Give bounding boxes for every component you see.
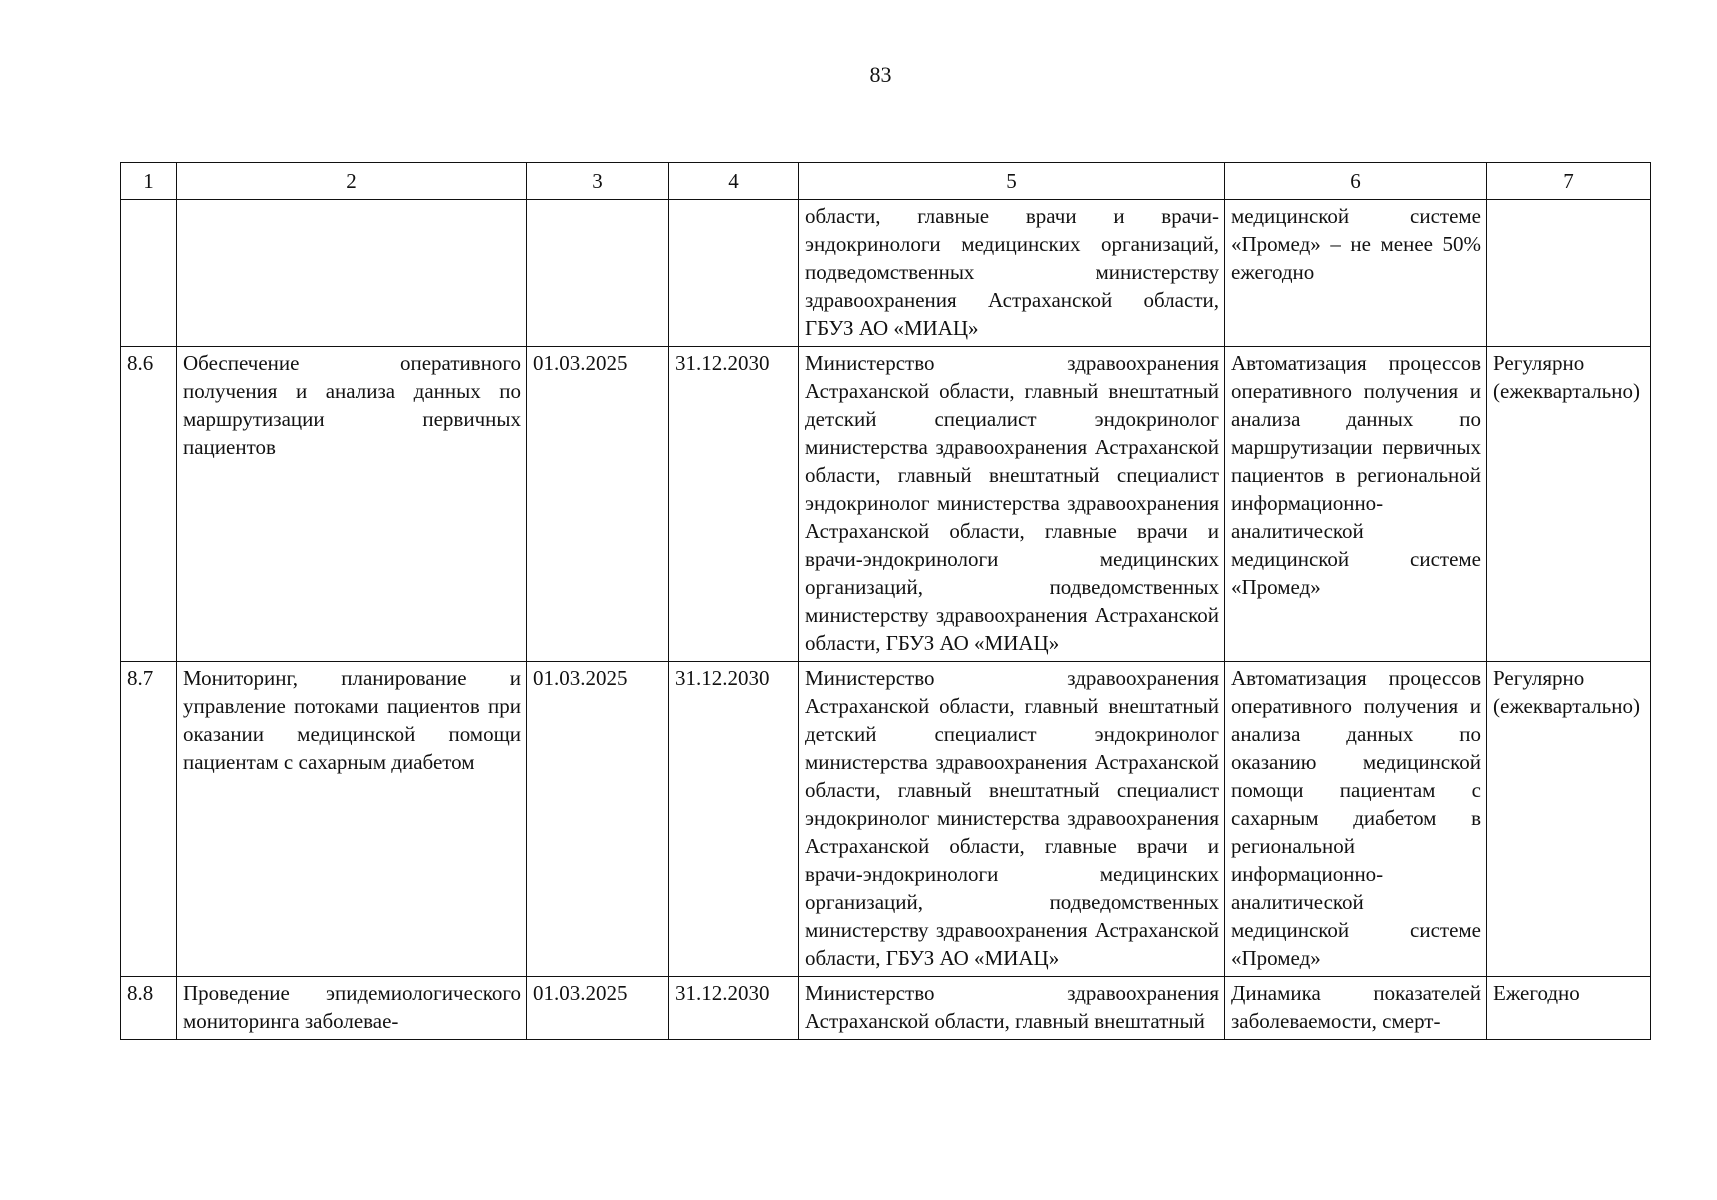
table-row xyxy=(121,662,1651,977)
header-col-1: 1 xyxy=(121,163,177,200)
header-col-5: 5 xyxy=(799,163,1225,200)
cell-frequency: Ежегодно xyxy=(1487,977,1651,1040)
cell-result: медицинской системе «Промед» – не менее 50% ежегодно xyxy=(1225,200,1487,347)
header-col-2: 2 xyxy=(177,163,527,200)
cell-start-date: 01.03.2025 xyxy=(527,347,669,662)
cell-task: Проведение эпидемиологического мониторинга заболевае- xyxy=(177,977,527,1040)
cell-responsible: области, главные врачи и врачи-эндокринологи медицинских организаций, подведомственных министерству здравоохранения Астраханской области, ГБУЗ АО «МИАЦ» xyxy=(799,200,1225,347)
cell-end-date: 31.12.2030 xyxy=(669,662,799,977)
cell-empty xyxy=(177,200,527,347)
header-col-6: 6 xyxy=(1225,163,1487,200)
cell-empty xyxy=(527,200,669,347)
cell-end-date: 31.12.2030 xyxy=(669,977,799,1040)
cell-responsible: Министерство здравоохранения Астраханской области, главный внештатный xyxy=(799,977,1225,1040)
cell-result: Автоматизация процессов оперативного получения и анализа данных по оказанию медицинской помощи пациентам с сахарным диабетом в региональной информационно-аналитической медицинской системе «Промед» xyxy=(1225,662,1487,977)
page-number: 83 xyxy=(869,62,892,87)
header-col-4: 4 xyxy=(669,163,799,200)
header-col-3: 3 xyxy=(527,163,669,200)
cell-empty xyxy=(669,200,799,347)
cell-responsible: Министерство здравоохранения Астраханской области, главный внештатный детский специалист эндокринолог министерства здравоохранения Астраханской области, главный внештатный специалист эндокринолог министерства здравоохранения Астраханской области, главные врачи и врачи-эндокринологи медицинских организаций, подведомственных министерству здравоохранения Астраханской области, ГБУЗ АО «МИАЦ» xyxy=(799,662,1225,977)
cell-responsible: Министерство здравоохранения Астраханской области, главный внештатный детский специалист эндокринолог министерства здравоохранения Астраханской области, главный внештатный специалист эндокринолог министерства здравоохранения Астраханской области, главные врачи и врачи-эндокринологи медицинских организаций, подведомственных министерству здравоохранения Астраханской области, ГБУЗ АО «МИАЦ» xyxy=(799,347,1225,662)
cell-start-date: 01.03.2025 xyxy=(527,662,669,977)
cell-number: 8.8 xyxy=(121,977,177,1040)
cell-task: Мониторинг, планирование и управление потоками пациентов при оказании медицинской помощи пациентам с сахарным диабетом xyxy=(177,662,527,977)
table-header-row xyxy=(121,163,1651,200)
cell-frequency xyxy=(1487,200,1651,347)
table-row xyxy=(121,347,1651,662)
cell-start-date: 01.03.2025 xyxy=(527,977,669,1040)
cell-number: 8.6 xyxy=(121,347,177,662)
cell-number: 8.7 xyxy=(121,662,177,977)
cell-frequency: Регулярно (ежеквартально) xyxy=(1487,662,1651,977)
cell-task: Обеспечение оперативного получения и анализа данных по маршрутизации первичных пациентов xyxy=(177,347,527,662)
cell-empty xyxy=(121,200,177,347)
cell-result: Автоматизация процессов оперативного получения и анализа данных по маршрутизации первичных пациентов в региональной информационно-аналитической медицинской системе «Промед» xyxy=(1225,347,1487,662)
header-col-7: 7 xyxy=(1487,163,1651,200)
table-row xyxy=(121,977,1651,1040)
cell-end-date: 31.12.2030 xyxy=(669,347,799,662)
table-row-continuation xyxy=(121,200,1651,347)
plan-table xyxy=(120,162,1651,1040)
cell-result: Динамика показателей заболеваемости, смерт- xyxy=(1225,977,1487,1040)
cell-frequency: Регулярно (ежеквартально) xyxy=(1487,347,1651,662)
